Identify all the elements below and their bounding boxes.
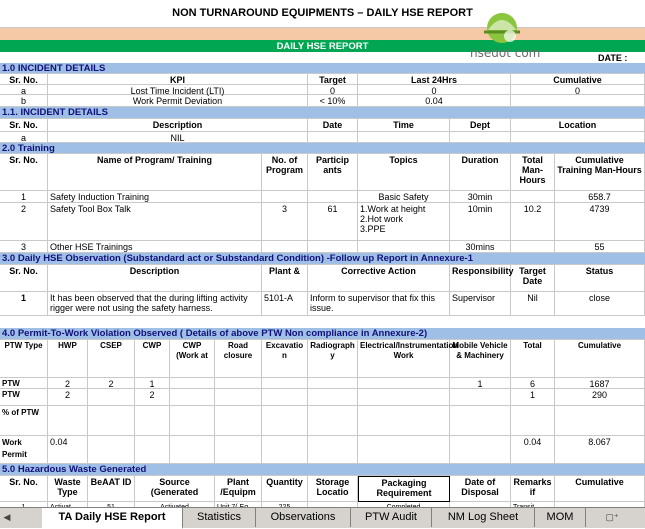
section-observation: [0, 253, 645, 265]
table-cell[interactable]: It has been observed that the during lifting activity rigger were not using the safety harness.: [48, 292, 262, 316]
table-cell[interactable]: [511, 95, 645, 107]
table-cell[interactable]: a: [0, 85, 48, 95]
col-sr-no[interactable]: Sr. No.: [0, 154, 48, 191]
table-cell[interactable]: [88, 406, 135, 436]
table-cell[interactable]: [135, 436, 170, 464]
table-cell[interactable]: 290: [555, 389, 645, 406]
table-cell[interactable]: 1: [135, 378, 170, 389]
table-cell[interactable]: [511, 241, 555, 253]
table-cell[interactable]: [88, 389, 135, 406]
table-header-row: [0, 154, 645, 191]
table-cell[interactable]: 30mins: [450, 241, 511, 253]
table-cell[interactable]: b: [0, 95, 48, 107]
table-cell[interactable]: Safety Tool Box Talk: [48, 203, 262, 241]
title-row: [0, 0, 645, 28]
col-source[interactable]: Source (Generated: [135, 476, 215, 502]
table-cell[interactable]: PTW: [0, 389, 48, 406]
banner-row: [0, 40, 645, 52]
col-sr-no[interactable]: Sr. No.: [0, 74, 48, 85]
table-cell[interactable]: Safety Induction Training: [48, 191, 262, 203]
table-cell[interactable]: % of PTW: [0, 406, 48, 436]
table-cell[interactable]: 3: [262, 203, 308, 241]
col-plant-equipment[interactable]: Plant /Equipm: [215, 476, 262, 502]
col-duration[interactable]: Duration: [450, 154, 511, 191]
table-cell[interactable]: [358, 378, 450, 389]
table-cell[interactable]: [262, 241, 308, 253]
table-cell[interactable]: 10min: [450, 203, 511, 241]
table-cell[interactable]: 2: [135, 389, 170, 406]
date-row: [0, 52, 645, 63]
table-cell[interactable]: [170, 389, 215, 406]
table-cell[interactable]: [170, 436, 215, 464]
col-date[interactable]: Date: [308, 119, 358, 132]
table-row: [0, 378, 645, 389]
table-cell[interactable]: [308, 241, 358, 253]
table-header-row: [0, 74, 645, 85]
table-cell[interactable]: [450, 132, 511, 143]
table-cell[interactable]: 658.7: [555, 191, 645, 203]
col-remarks[interactable]: Remarks if: [511, 476, 555, 502]
table-cell[interactable]: 2: [0, 203, 48, 241]
tab-statistics[interactable]: Statistics: [183, 508, 256, 527]
table-cell[interactable]: 10.2: [511, 203, 555, 241]
table-cell[interactable]: Work Permit: [0, 436, 48, 464]
col-mobile-vehicle[interactable]: Mobile Vehicle & Machinery: [450, 340, 511, 378]
tab-scroll-left-icon[interactable]: ◀: [3, 512, 11, 522]
table-cell[interactable]: [358, 406, 450, 436]
logo-text: hsedot com: [470, 46, 541, 60]
table-cell[interactable]: 8.067: [555, 436, 645, 464]
section-training: [0, 143, 645, 154]
col-no-of-program[interactable]: No. of Program: [262, 154, 308, 191]
table-cell[interactable]: 1: [0, 292, 48, 316]
col-topics[interactable]: Topics: [358, 154, 450, 191]
section-heading[interactable]: 1.0 INCIDENT DETAILS: [0, 63, 645, 74]
col-cwp-work-at[interactable]: CWP (Work at: [170, 340, 215, 378]
table-cell[interactable]: [308, 406, 358, 436]
col-excavation[interactable]: Excavation: [262, 340, 308, 378]
col-last24[interactable]: Last 24Hrs: [358, 74, 511, 85]
col-total[interactable]: Total: [511, 340, 555, 378]
table-row: [0, 389, 645, 406]
col-road-closure[interactable]: Road closure: [215, 340, 262, 378]
table-cell[interactable]: [308, 191, 358, 203]
table-row: [0, 95, 645, 107]
table-header-row: [0, 476, 645, 502]
table-cell[interactable]: [135, 406, 170, 436]
col-responsibility[interactable]: Responsibility: [450, 265, 511, 292]
table-cell[interactable]: 6: [511, 378, 555, 389]
table-cell[interactable]: 1: [450, 378, 511, 389]
table-cell[interactable]: 1.Work at height 2.Hot work 3.PPE: [358, 203, 450, 241]
col-storage-location[interactable]: Storage Locatio: [308, 476, 358, 502]
section-heading[interactable]: 5.0 Hazardous Waste Generated: [0, 464, 645, 476]
table-cell[interactable]: Work Permit Deviation: [48, 95, 308, 107]
col-corrective-action[interactable]: Corrective Action: [308, 265, 450, 292]
table-cell[interactable]: 2: [88, 378, 135, 389]
col-sr-no[interactable]: Sr. No.: [0, 119, 48, 132]
table-row: [0, 132, 645, 143]
banner-title[interactable]: DAILY HSE REPORT: [276, 41, 369, 52]
section-heading[interactable]: 4.0 Permit-To-Work Violation Observed ( Details of above PTW Non compliance in Annexure-2): [0, 328, 645, 340]
table-header-row: [0, 340, 645, 378]
tab-observations[interactable]: Observations: [256, 508, 351, 527]
table-cell[interactable]: 55: [555, 241, 645, 253]
col-date-of-disposal[interactable]: Date of Disposal: [450, 476, 511, 502]
col-dept[interactable]: Dept: [450, 119, 511, 132]
table-cell[interactable]: [215, 389, 262, 406]
table-cell[interactable]: [262, 389, 308, 406]
table-cell[interactable]: [308, 436, 358, 464]
table-row: [0, 203, 645, 241]
section-heading[interactable]: 3.0 Daily HSE Observation (Substandard act or Substandard Condition) -Follow up Report in Annexure-1: [0, 253, 645, 265]
tab-ta-daily-hse-report[interactable]: TA Daily HSE Report: [42, 508, 183, 529]
table-cell[interactable]: [450, 436, 511, 464]
col-waste-type[interactable]: Waste Type: [48, 476, 88, 502]
table-cell[interactable]: 3: [0, 241, 48, 253]
table-cell[interactable]: 2: [48, 378, 88, 389]
table-header-row: [0, 119, 645, 132]
section-heading[interactable]: 2.0 Training: [0, 143, 645, 154]
col-kpi[interactable]: KPI: [48, 74, 308, 85]
section-ptw: [0, 328, 645, 340]
table-row: [0, 85, 645, 95]
tab-mom[interactable]: MOM: [535, 508, 586, 527]
col-packaging[interactable]: Packaging Requirement: [358, 476, 450, 502]
table-cell[interactable]: [308, 389, 358, 406]
table-cell[interactable]: 1: [0, 191, 48, 203]
table-cell[interactable]: [555, 406, 645, 436]
col-participants[interactable]: Particip ants: [308, 154, 358, 191]
table-cell[interactable]: 0: [511, 85, 645, 95]
table-cell[interactable]: 5101-A: [262, 292, 308, 316]
table-cell[interactable]: [358, 241, 450, 253]
col-status[interactable]: Status: [555, 265, 645, 292]
col-csep[interactable]: CSEP: [88, 340, 135, 378]
table-cell[interactable]: [308, 132, 358, 143]
col-target-date[interactable]: Target Date: [511, 265, 555, 292]
spacer-row: [0, 316, 645, 328]
table-cell[interactable]: Nil: [511, 292, 555, 316]
table-cell[interactable]: PTW: [0, 378, 48, 389]
table-cell[interactable]: [358, 436, 450, 464]
table-cell[interactable]: 61: [308, 203, 358, 241]
table-cell[interactable]: a: [0, 132, 48, 143]
table-cell[interactable]: [170, 378, 215, 389]
table-cell[interactable]: NIL: [48, 132, 308, 143]
table-cell[interactable]: [262, 406, 308, 436]
table-cell[interactable]: 0.04: [511, 436, 555, 464]
col-sr-no[interactable]: Sr. No.: [0, 476, 48, 502]
table-cell[interactable]: [450, 389, 511, 406]
col-cumulative[interactable]: Cumulative: [511, 74, 645, 85]
table-cell[interactable]: [308, 378, 358, 389]
table-header-row: [0, 265, 645, 292]
table-cell[interactable]: Basic Safety: [358, 191, 450, 203]
table-row: [0, 406, 645, 436]
table-cell[interactable]: 4739: [555, 203, 645, 241]
table-cell[interactable]: [358, 389, 450, 406]
col-target[interactable]: Target: [308, 74, 358, 85]
col-hwp[interactable]: HWP: [48, 340, 88, 378]
table-cell[interactable]: [358, 132, 450, 143]
table-cell[interactable]: [88, 436, 135, 464]
col-radiography[interactable]: Radiography: [308, 340, 358, 378]
table-cell[interactable]: [215, 378, 262, 389]
table-cell[interactable]: 1687: [555, 378, 645, 389]
table-cell[interactable]: [170, 406, 215, 436]
col-beaat-id[interactable]: BeAAT ID: [88, 476, 135, 502]
col-total-man-hours[interactable]: Total Man-Hours: [511, 154, 555, 191]
title-band: [0, 28, 645, 40]
table-cell[interactable]: 0.04: [48, 436, 88, 464]
section-heading[interactable]: 1.1. INCIDENT DETAILS: [0, 107, 645, 119]
table-cell[interactable]: 1: [511, 389, 555, 406]
table-cell[interactable]: [262, 191, 308, 203]
table-cell[interactable]: [511, 191, 555, 203]
table-cell[interactable]: [262, 378, 308, 389]
section-incident: [0, 63, 645, 74]
insert-sheet-icon[interactable]: ▢⁺: [605, 512, 619, 522]
table-cell[interactable]: close: [555, 292, 645, 316]
table-row: [0, 436, 645, 464]
table-cell[interactable]: [511, 132, 645, 143]
section-waste: [0, 464, 645, 476]
report-title[interactable]: NON TURNAROUND EQUIPMENTS – DAILY HSE REPORT: [0, 0, 645, 28]
table-row: [0, 241, 645, 253]
tab-nm-log-sheet[interactable]: NM Log Sheet: [432, 508, 535, 527]
table-cell[interactable]: [48, 406, 88, 436]
table-row: [0, 191, 645, 203]
col-sr-no[interactable]: Sr. No.: [0, 265, 48, 292]
col-program-name[interactable]: Name of Program/ Training: [48, 154, 262, 191]
table-cell[interactable]: 2: [48, 389, 88, 406]
date-label[interactable]: DATE :: [598, 53, 628, 63]
table-cell[interactable]: [262, 436, 308, 464]
col-time[interactable]: Time: [358, 119, 450, 132]
table-cell[interactable]: < 10%: [308, 95, 358, 107]
col-location[interactable]: Location: [511, 119, 645, 132]
table-cell[interactable]: Supervisor: [450, 292, 511, 316]
col-cumulative[interactable]: Cumulative: [555, 476, 645, 502]
col-description[interactable]: Description: [48, 119, 308, 132]
col-electrical[interactable]: Electrical/Instrumentation Work: [358, 340, 450, 378]
col-quantity[interactable]: Quantity: [262, 476, 308, 502]
table-cell[interactable]: [511, 406, 555, 436]
col-cumulative-man-hours[interactable]: Cumulative Training Man-Hours: [555, 154, 645, 191]
table-cell[interactable]: Lost Time Incident (LTI): [48, 85, 308, 95]
section-incident-details: [0, 107, 645, 119]
table-cell[interactable]: [215, 406, 262, 436]
col-ptw-type[interactable]: PTW Type: [0, 340, 48, 378]
table-cell[interactable]: 0: [308, 85, 358, 95]
col-cumulative[interactable]: Cumulative: [555, 340, 645, 378]
table-cell[interactable]: 0: [358, 85, 511, 95]
sheet-tab-bar: [0, 507, 645, 528]
table-row: [0, 292, 645, 316]
table-cell[interactable]: [450, 406, 511, 436]
table-cell[interactable]: 0.04: [358, 95, 511, 107]
col-cwp[interactable]: CWP: [135, 340, 170, 378]
tab-ptw-audit[interactable]: PTW Audit: [351, 508, 432, 527]
table-cell[interactable]: Inform to supervisor that fix this issue.: [308, 292, 450, 316]
col-description[interactable]: Description: [48, 265, 262, 292]
table-cell[interactable]: 30min: [450, 191, 511, 203]
col-plant[interactable]: Plant &: [262, 265, 308, 292]
table-cell[interactable]: Other HSE Trainings: [48, 241, 262, 253]
table-cell[interactable]: [215, 436, 262, 464]
